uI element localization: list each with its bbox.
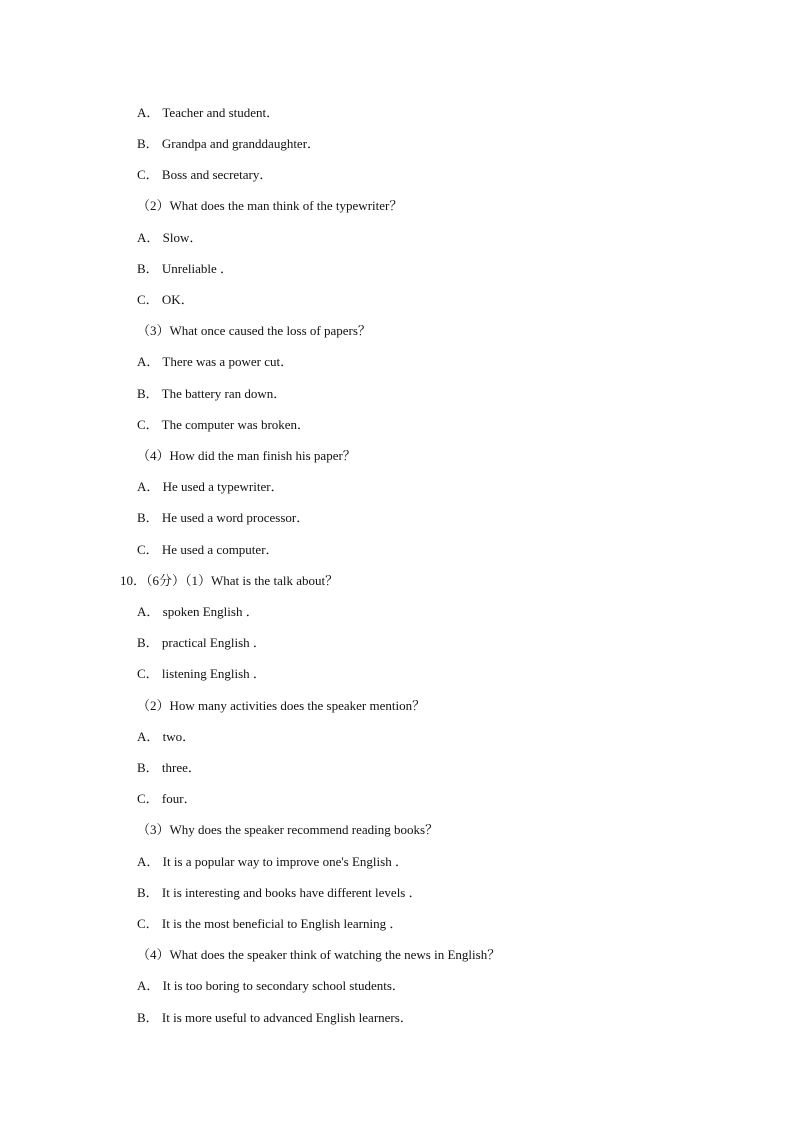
q10-1-option-a: A． spoken English ．	[137, 604, 259, 619]
q10-4-option-a: A． It is too boring to secondary school students．	[137, 978, 405, 993]
q9-1-option-b: B． Grandpa and granddaughter．	[137, 136, 321, 151]
q10-1-option-c: C． listening English ．	[137, 666, 266, 681]
q9-4-question: （4）How did the man finish his paper？	[137, 448, 356, 463]
q10-4-question: （4）What does the speaker think of watching the news in English？	[137, 947, 501, 962]
q9-4-option-a: A． He used a typewriter．	[137, 479, 284, 494]
q9-2-option-b: B． Unreliable ．	[137, 261, 234, 276]
q10-3-option-a: A． It is a popular way to improve one's English ．	[137, 854, 408, 869]
q9-1-option-c: C． Boss and secretary．	[137, 167, 273, 182]
q10-3-option-c: C． It is the most beneficial to English learning ．	[137, 916, 403, 931]
q9-2-option-c: C． OK．	[137, 292, 194, 307]
q10-3-option-b: B． It is interesting and books have different levels ．	[137, 885, 422, 900]
q10-2-option-a: A． two．	[137, 729, 196, 744]
q10-1-option-b: B． practical English ．	[137, 635, 266, 650]
q9-3-option-c: C． The computer was broken．	[137, 417, 311, 432]
q9-3-question: （3）What once caused the loss of papers？	[137, 323, 371, 338]
q9-3-option-b: B． The battery ran down．	[137, 386, 287, 401]
q10-2-question: （2）How many activities does the speaker mention？	[137, 698, 426, 713]
q9-4-option-c: C． He used a computer．	[137, 542, 279, 557]
q9-3-option-a: A． There was a power cut．	[137, 354, 294, 369]
q10-2-option-c: C． four．	[137, 791, 197, 806]
q9-1-option-a: A． Teacher and student．	[137, 105, 280, 120]
q10-4-option-b: B． It is more useful to advanced English learners．	[137, 1010, 413, 1025]
q9-2-question: （2）What does the man think of the typewriter？	[137, 198, 403, 213]
q10-3-question: （3）Why does the speaker recommend reading books？	[137, 822, 439, 837]
q10-header: 10．（6分）（1）What is the talk about？	[120, 573, 339, 588]
q9-4-option-b: B． He used a word processor．	[137, 510, 310, 525]
q9-2-option-a: A． Slow．	[137, 230, 203, 245]
q10-2-option-b: B． three．	[137, 760, 201, 775]
